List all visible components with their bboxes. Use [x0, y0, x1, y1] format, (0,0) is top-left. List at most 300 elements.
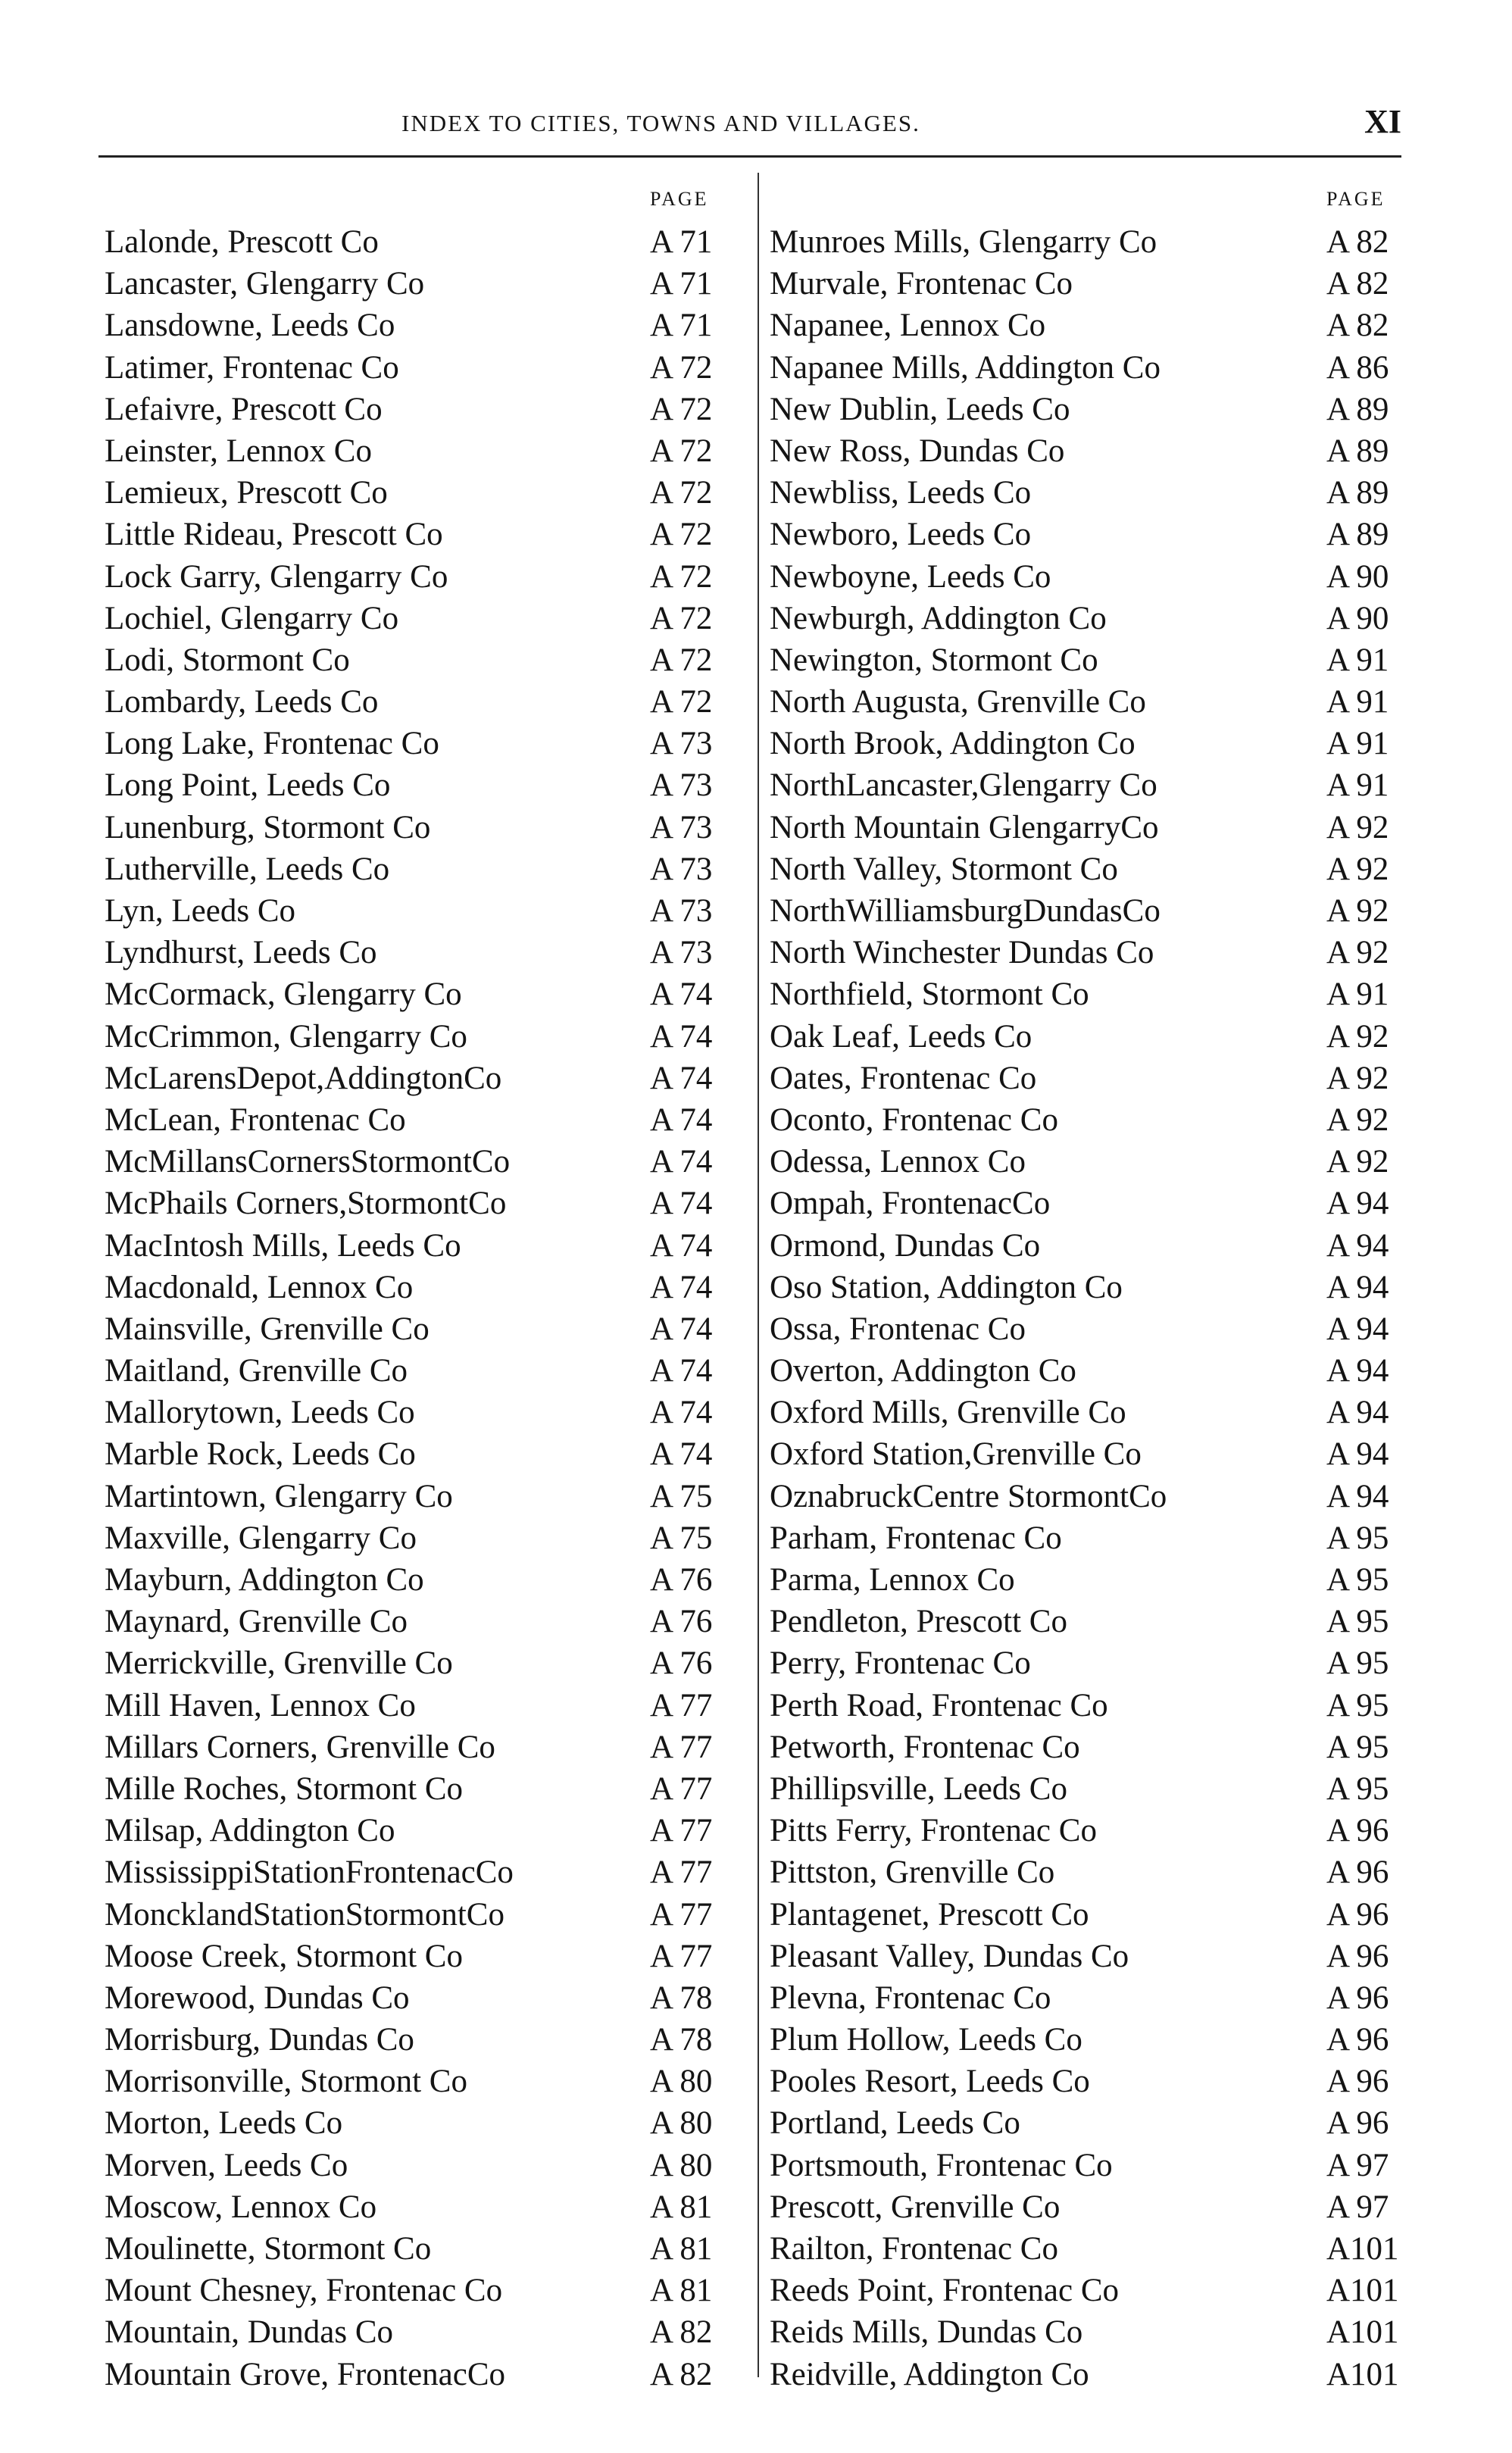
place-name: Morrisburg, Dundas Co — [105, 2022, 414, 2058]
index-entry — [105, 1058, 748, 1099]
place-name: Pleasant Valley, Dundas Co — [770, 1938, 1129, 1974]
place-name: Millars Corners, Grenville Co — [105, 1729, 495, 1765]
place-name: McLean, Frontenac Co — [105, 1102, 406, 1138]
place-name: Newburgh, Addington Co — [770, 600, 1107, 636]
page-reference: A 73 — [650, 893, 713, 929]
index-entry — [105, 1476, 748, 1517]
index-entry — [770, 1058, 1406, 1099]
place-name: Reidville, Addington Co — [770, 2356, 1089, 2392]
page-reference: A 96 — [1326, 1938, 1389, 1974]
place-name: McLarensDepot,AddingtonCo — [105, 1060, 502, 1096]
page-reference: A 72 — [650, 433, 713, 469]
place-name: Morven, Leeds Co — [105, 2147, 348, 2183]
place-name: Napanee, Lennox Co — [770, 308, 1046, 344]
page-reference: A 74 — [650, 1186, 713, 1222]
index-entry — [770, 2061, 1406, 2102]
page-header — [98, 102, 1401, 148]
page-reference: A 77 — [650, 1938, 713, 1974]
place-name: Maxville, Glengarry Co — [105, 1520, 417, 1556]
index-entry — [770, 2145, 1406, 2186]
place-name: New Dublin, Leeds Co — [770, 391, 1070, 427]
running-title: INDEX TO CITIES, TOWNS AND VILLAGES. — [401, 110, 920, 136]
index-entry — [770, 1183, 1406, 1224]
place-name: Plantagenet, Prescott Co — [770, 1896, 1089, 1933]
page-number: XI — [1364, 103, 1401, 140]
page-reference: A 91 — [1326, 767, 1389, 804]
index-entry — [105, 1851, 748, 1893]
page-reference: A 72 — [650, 517, 713, 553]
place-name: Long Lake, Frontenac Co — [105, 726, 439, 762]
place-name: Mille Roches, Stormont Co — [105, 1770, 463, 1807]
index-entry — [770, 1099, 1406, 1141]
index-entry — [105, 1350, 748, 1392]
place-name: Lansdowne, Leeds Co — [105, 308, 395, 344]
index-entry — [105, 2311, 748, 2353]
index-entry — [105, 2270, 748, 2311]
page-reference: A 73 — [650, 809, 713, 845]
index-entry — [105, 556, 748, 598]
page-reference: A 96 — [1326, 1980, 1389, 2016]
entry-list — [105, 221, 748, 2395]
index-entry — [770, 1810, 1406, 1851]
page-reference: A 92 — [1326, 1060, 1389, 1096]
index-entry — [770, 472, 1406, 514]
index-entry — [770, 305, 1406, 346]
index-entry — [105, 973, 748, 1015]
place-name: Newbliss, Leeds Co — [770, 475, 1032, 511]
index-entry — [105, 1810, 748, 1851]
place-name: Lochiel, Glengarry Co — [105, 600, 399, 636]
index-entry — [770, 556, 1406, 598]
page-reference: A 92 — [1326, 893, 1389, 929]
page-reference: A 77 — [650, 1729, 713, 1765]
index-entry — [770, 807, 1406, 848]
index-entry — [105, 2102, 748, 2144]
index-entry — [105, 263, 748, 305]
index-entry — [105, 1141, 748, 1183]
place-name: Pittston, Grenville Co — [770, 1855, 1055, 1891]
page-reference: A 95 — [1326, 1520, 1389, 1556]
place-name: Mill Haven, Lennox Co — [105, 1687, 416, 1723]
page-reference: A 74 — [650, 1269, 713, 1305]
page-reference: A 74 — [650, 1227, 713, 1264]
place-name: Marble Rock, Leeds Co — [105, 1436, 416, 1473]
page-reference: A 78 — [650, 2022, 713, 2058]
page-reference: A 91 — [1326, 684, 1389, 720]
place-name: Overton, Addington Co — [770, 1353, 1076, 1389]
page-reference: A 94 — [1326, 1478, 1389, 1514]
place-name: Milsap, Addington Co — [105, 1813, 395, 1849]
page-reference: A 94 — [1326, 1436, 1389, 1473]
place-name: Macdonald, Lennox Co — [105, 1269, 414, 1305]
page-column-heading — [105, 182, 748, 221]
page-heading-label: PAGE — [650, 188, 709, 210]
place-name: Lutherville, Leeds Co — [105, 851, 390, 887]
place-name: Mallorytown, Leeds Co — [105, 1395, 415, 1431]
page-reference: A 74 — [650, 1144, 713, 1180]
place-name: Lombardy, Leeds Co — [105, 684, 379, 720]
index-entry — [770, 890, 1406, 932]
index-entry — [105, 2019, 748, 2061]
page-reference: A 74 — [650, 1102, 713, 1138]
page-reference: A 95 — [1326, 1604, 1389, 1640]
page-reference: A 96 — [1326, 2064, 1389, 2100]
page-reference: A101 — [1326, 2314, 1399, 2351]
page-reference: A 72 — [650, 558, 713, 595]
place-name: Perry, Frontenac Co — [770, 1645, 1031, 1682]
page-reference: A 78 — [650, 1980, 713, 2016]
page-reference: A 81 — [650, 2273, 713, 2309]
page-reference: A 96 — [1326, 1896, 1389, 1933]
index-entry — [770, 764, 1406, 806]
index-entry — [770, 1476, 1406, 1517]
place-name: North Valley, Stormont Co — [770, 851, 1118, 887]
place-name: MacIntosh Mills, Leeds Co — [105, 1227, 461, 1264]
page-reference: A 76 — [650, 1562, 713, 1598]
place-name: McPhails Corners,StormontCo — [105, 1186, 507, 1222]
index-entry — [770, 2102, 1406, 2144]
index-entry — [770, 1977, 1406, 2019]
page-reference: A 77 — [650, 1896, 713, 1933]
place-name: Mountain, Dundas Co — [105, 2314, 394, 2351]
index-entry — [105, 2228, 748, 2270]
page-reference: A 94 — [1326, 1227, 1389, 1264]
place-name: Railton, Frontenac Co — [770, 2231, 1058, 2267]
place-name: Oates, Frontenac Co — [770, 1060, 1037, 1096]
page-reference: A 94 — [1326, 1186, 1389, 1222]
page-reference: A 82 — [650, 2356, 713, 2392]
index-entry — [770, 2186, 1406, 2228]
index-column-left — [105, 182, 748, 2395]
index-entry — [770, 973, 1406, 1015]
page-reference: A 77 — [650, 1687, 713, 1723]
index-entry — [770, 1851, 1406, 1893]
place-name: Mount Chesney, Frontenac Co — [105, 2273, 503, 2309]
index-entry — [105, 807, 748, 848]
place-name: New Ross, Dundas Co — [770, 433, 1065, 469]
page-reference: A 91 — [1326, 726, 1389, 762]
page-reference: A 95 — [1326, 1562, 1389, 1598]
place-name: MississippiStationFrontenacCo — [105, 1855, 514, 1891]
place-name: Odessa, Lennox Co — [770, 1144, 1026, 1180]
place-name: Murvale, Frontenac Co — [770, 266, 1073, 302]
place-name: OznabruckCentre StormontCo — [770, 1478, 1167, 1514]
page-reference: A 77 — [650, 1813, 713, 1849]
place-name: Maitland, Grenville Co — [105, 1353, 408, 1389]
page-reference: A101 — [1326, 2231, 1399, 2267]
page-reference: A 90 — [1326, 558, 1389, 595]
place-name: North Mountain GlengarryCo — [770, 809, 1159, 845]
page-reference: A 72 — [650, 642, 713, 678]
page-column-heading — [770, 182, 1406, 221]
index-entry — [105, 2061, 748, 2102]
index-entry — [105, 723, 748, 764]
place-name: Lunenburg, Stormont Co — [105, 809, 431, 845]
page-reference: A 96 — [1326, 1813, 1389, 1849]
place-name: Oso Station, Addington Co — [770, 1269, 1123, 1305]
place-name: Newboyne, Leeds Co — [770, 558, 1051, 595]
place-name: Lock Garry, Glengarry Co — [105, 558, 448, 595]
place-name: Long Point, Leeds Co — [105, 767, 391, 804]
index-entry — [105, 932, 748, 973]
index-entry — [105, 305, 748, 346]
index-entry — [105, 347, 748, 389]
index-entry — [770, 1642, 1406, 1684]
place-name: Pooles Resort, Leeds Co — [770, 2064, 1090, 2100]
place-name: Reids Mills, Dundas Co — [770, 2314, 1083, 2351]
index-entry — [105, 598, 748, 639]
page-reference: A 80 — [650, 2147, 713, 2183]
page-reference: A 96 — [1326, 1855, 1389, 1891]
page-reference: A 72 — [650, 475, 713, 511]
page-reference: A 92 — [1326, 935, 1389, 971]
place-name: Newington, Stormont Co — [770, 642, 1098, 678]
place-name: Ompah, FrontenacCo — [770, 1186, 1051, 1222]
page-reference: A 94 — [1326, 1395, 1389, 1431]
place-name: Prescott, Grenville Co — [770, 2189, 1061, 2225]
index-column-right — [770, 182, 1406, 2395]
page-reference: A 80 — [650, 2105, 713, 2142]
place-name: North Brook, Addington Co — [770, 726, 1136, 762]
page-reference: A 92 — [1326, 851, 1389, 887]
index-entry — [770, 1894, 1406, 1936]
index-entry — [770, 1601, 1406, 1642]
place-name: Morton, Leeds Co — [105, 2105, 343, 2142]
index-entry — [770, 1392, 1406, 1433]
page-reference: A 89 — [1326, 433, 1389, 469]
index-entry — [105, 1726, 748, 1768]
page-reference: A 72 — [650, 684, 713, 720]
place-name: McCrimmon, Glengarry Co — [105, 1018, 467, 1055]
index-entry — [770, 1936, 1406, 1977]
page-reference: A 72 — [650, 600, 713, 636]
index-entry — [105, 848, 748, 890]
index-entry — [105, 1601, 748, 1642]
page-reference: A101 — [1326, 2273, 1399, 2309]
index-entry — [770, 1267, 1406, 1308]
index-entry — [105, 1183, 748, 1224]
page-reference: A 82 — [1326, 224, 1389, 260]
place-name: Lodi, Stormont Co — [105, 642, 350, 678]
place-name: Oconto, Frontenac Co — [770, 1102, 1058, 1138]
index-entry — [105, 681, 748, 723]
place-name: Merrickville, Grenville Co — [105, 1645, 453, 1682]
place-name: Ossa, Frontenac Co — [770, 1311, 1026, 1347]
page-reference: A 81 — [650, 2189, 713, 2225]
page-reference: A 82 — [650, 2314, 713, 2351]
header-rule — [98, 155, 1401, 158]
index-entry — [770, 848, 1406, 890]
index-entry — [770, 639, 1406, 681]
place-name: Lyndhurst, Leeds Co — [105, 935, 377, 971]
place-name: Maynard, Grenville Co — [105, 1604, 408, 1640]
page-reference: A 81 — [650, 2231, 713, 2267]
page-reference: A 89 — [1326, 391, 1389, 427]
index-entry — [770, 347, 1406, 389]
place-name: Ormond, Dundas Co — [770, 1227, 1041, 1264]
place-name: NorthLancaster,Glengarry Co — [770, 767, 1157, 804]
index-entry — [770, 681, 1406, 723]
index-entry — [105, 1685, 748, 1726]
index-entry — [105, 514, 748, 555]
index-entry — [105, 1433, 748, 1475]
index-entry — [770, 2354, 1406, 2395]
index-entry — [770, 1559, 1406, 1601]
page-reference: A 95 — [1326, 1729, 1389, 1765]
page-reference: A 73 — [650, 935, 713, 971]
page-reference: A 71 — [650, 308, 713, 344]
place-name: McCormack, Glengarry Co — [105, 977, 462, 1013]
page-reference: A101 — [1326, 2356, 1399, 2392]
place-name: Little Rideau, Prescott Co — [105, 517, 443, 553]
page-reference: A 95 — [1326, 1770, 1389, 1807]
index-entry — [105, 1559, 748, 1601]
page-reference: A 96 — [1326, 2105, 1389, 2142]
place-name: Pitts Ferry, Frontenac Co — [770, 1813, 1097, 1849]
place-name: Lancaster, Glengarry Co — [105, 266, 425, 302]
index-entry — [105, 1392, 748, 1433]
place-name: Mainsville, Grenville Co — [105, 1311, 430, 1347]
place-name: Plum Hollow, Leeds Co — [770, 2022, 1082, 2058]
index-entry — [105, 221, 748, 263]
place-name: Moulinette, Stormont Co — [105, 2231, 432, 2267]
place-name: Moose Creek, Stormont Co — [105, 1938, 463, 1974]
page-reference: A 77 — [650, 1855, 713, 1891]
index-entry — [105, 1894, 748, 1936]
place-name: Lefaivre, Prescott Co — [105, 391, 383, 427]
place-name: Lalonde, Prescott Co — [105, 224, 379, 260]
page-reference: A 72 — [650, 349, 713, 386]
index-entry — [770, 1685, 1406, 1726]
index-entry — [770, 1308, 1406, 1350]
page-reference: A 74 — [650, 1436, 713, 1473]
index-entry — [105, 1642, 748, 1684]
place-name: North Augusta, Grenville Co — [770, 684, 1146, 720]
place-name: McMillansCornersStormontCo — [105, 1144, 511, 1180]
place-name: Reeds Point, Frontenac Co — [770, 2273, 1120, 2309]
index-entry — [105, 430, 748, 472]
index-entry — [770, 263, 1406, 305]
place-name: Phillipsville, Leeds Co — [770, 1770, 1067, 1807]
page-reference: A 76 — [650, 1645, 713, 1682]
place-name: Mayburn, Addington Co — [105, 1562, 424, 1598]
place-name: MoncklandStationStormontCo — [105, 1896, 505, 1933]
index-entry — [770, 2311, 1406, 2353]
index-entry — [770, 1433, 1406, 1475]
place-name: Latimer, Frontenac Co — [105, 349, 399, 386]
index-entry — [105, 1977, 748, 2019]
index-entry — [105, 1267, 748, 1308]
place-name: Moscow, Lennox Co — [105, 2189, 377, 2225]
index-entry — [770, 1016, 1406, 1058]
place-name: Leinster, Lennox Co — [105, 433, 372, 469]
index-entry — [105, 639, 748, 681]
index-entry — [770, 221, 1406, 263]
page-reference: A 94 — [1326, 1311, 1389, 1347]
place-name: Napanee Mills, Addington Co — [770, 349, 1161, 386]
index-entry — [770, 1768, 1406, 1810]
place-name: NorthWilliamsburgDundasCo — [770, 893, 1161, 929]
place-name: Petworth, Frontenac Co — [770, 1729, 1080, 1765]
index-entry — [105, 2186, 748, 2228]
index-entry — [770, 1726, 1406, 1768]
place-name: Lemieux, Prescott Co — [105, 475, 388, 511]
place-name: Parham, Frontenac Co — [770, 1520, 1062, 1556]
place-name: Oxford Mills, Grenville Co — [770, 1395, 1126, 1431]
place-name: Martintown, Glengarry Co — [105, 1478, 453, 1514]
page-reference: A 72 — [650, 391, 713, 427]
place-name: Mountain Grove, FrontenacCo — [105, 2356, 506, 2392]
page-reference: A 92 — [1326, 1018, 1389, 1055]
page-reference: A 82 — [1326, 266, 1389, 302]
place-name: Pendleton, Prescott Co — [770, 1604, 1067, 1640]
page-reference: A 89 — [1326, 475, 1389, 511]
page-reference: A 94 — [1326, 1269, 1389, 1305]
place-name: Parma, Lennox Co — [770, 1562, 1015, 1598]
place-name: Portland, Leeds Co — [770, 2105, 1020, 2142]
place-name: Oxford Station,Grenville Co — [770, 1436, 1142, 1473]
index-entry — [105, 890, 748, 932]
index-entry — [105, 1936, 748, 1977]
page-reference: A 92 — [1326, 1102, 1389, 1138]
place-name: Munroes Mills, Glengarry Co — [770, 224, 1157, 260]
index-entry — [105, 472, 748, 514]
place-name: Perth Road, Frontenac Co — [770, 1687, 1108, 1723]
index-entry — [770, 2019, 1406, 2061]
entry-list — [770, 221, 1406, 2395]
page-reference: A 74 — [650, 1060, 713, 1096]
page-reference: A 90 — [1326, 600, 1389, 636]
index-entry — [105, 2145, 748, 2186]
index-entry — [770, 1350, 1406, 1392]
page-reference: A 91 — [1326, 642, 1389, 678]
page-reference: A 73 — [650, 851, 713, 887]
index-entry — [770, 389, 1406, 430]
index-entry — [105, 1768, 748, 1810]
index-entry — [770, 514, 1406, 555]
index-entry — [105, 2354, 748, 2395]
place-name: North Winchester Dundas Co — [770, 935, 1154, 971]
index-entry — [770, 430, 1406, 472]
index-entry — [770, 598, 1406, 639]
page-reference: A 74 — [650, 1311, 713, 1347]
page-heading-label: PAGE — [1326, 188, 1385, 210]
index-entry — [770, 932, 1406, 973]
index-entry — [770, 1225, 1406, 1267]
page-reference: A 95 — [1326, 1687, 1389, 1723]
page-reference: A 92 — [1326, 1144, 1389, 1180]
index-entry — [770, 2228, 1406, 2270]
page-reference: A 71 — [650, 224, 713, 260]
page-reference: A 71 — [650, 266, 713, 302]
place-name: Lyn, Leeds Co — [105, 893, 295, 929]
page-reference: A 92 — [1326, 809, 1389, 845]
place-name: Newboro, Leeds Co — [770, 517, 1032, 553]
place-name: Northfield, Stormont Co — [770, 977, 1089, 1013]
index-entry — [105, 389, 748, 430]
page-reference: A 75 — [650, 1478, 713, 1514]
page-reference: A 96 — [1326, 2022, 1389, 2058]
index-entry — [770, 2270, 1406, 2311]
page-reference: A 89 — [1326, 517, 1389, 553]
index-entry — [105, 1016, 748, 1058]
index-entry — [770, 1517, 1406, 1559]
index-entry — [105, 1517, 748, 1559]
index-entry — [105, 1099, 748, 1141]
page-reference: A 80 — [650, 2064, 713, 2100]
page-reference: A 73 — [650, 726, 713, 762]
page-reference: A 91 — [1326, 977, 1389, 1013]
